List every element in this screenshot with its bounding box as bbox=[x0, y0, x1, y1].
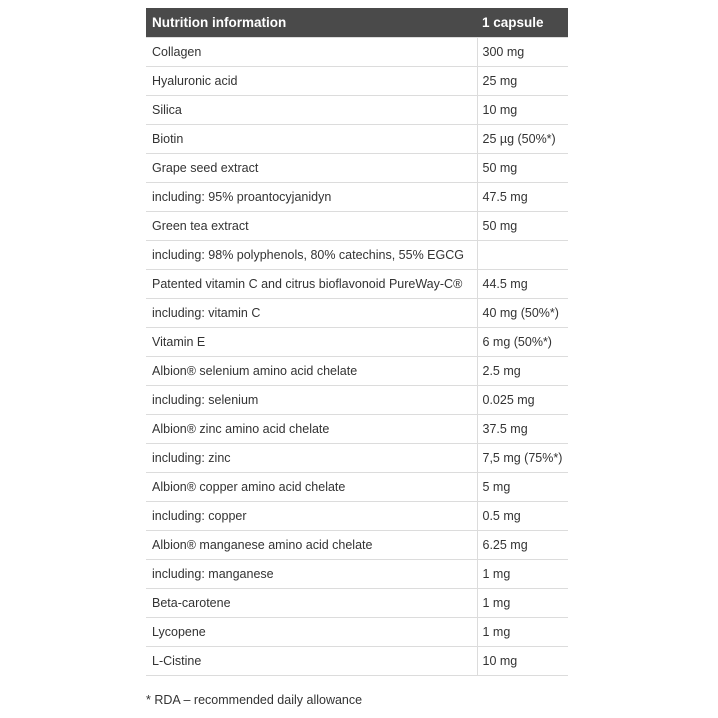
ingredient-name: Silica bbox=[146, 96, 477, 125]
ingredient-name: including: selenium bbox=[146, 386, 477, 415]
ingredient-amount: 7,5 mg (75%*) bbox=[477, 444, 568, 473]
ingredient-name: including: zinc bbox=[146, 444, 477, 473]
ingredient-name: Biotin bbox=[146, 125, 477, 154]
ingredient-amount: 1 mg bbox=[477, 618, 568, 647]
ingredient-amount: 10 mg bbox=[477, 647, 568, 676]
ingredient-amount: 40 mg (50%*) bbox=[477, 299, 568, 328]
ingredient-name: including: 98% polyphenols, 80% catechins, 55% EGCG bbox=[146, 241, 477, 270]
ingredient-name: Grape seed extract bbox=[146, 154, 477, 183]
ingredient-name: Vitamin E bbox=[146, 328, 477, 357]
table-row bbox=[146, 212, 568, 241]
ingredient-amount: 0.5 mg bbox=[477, 502, 568, 531]
ingredient-name: Patented vitamin C and citrus bioflavonoid PureWay-C® bbox=[146, 270, 477, 299]
ingredient-amount: 25 µg (50%*) bbox=[477, 125, 568, 154]
table-header bbox=[146, 8, 568, 38]
ingredient-name: Hyaluronic acid bbox=[146, 67, 477, 96]
table-row bbox=[146, 415, 568, 444]
table-row bbox=[146, 444, 568, 473]
table-row bbox=[146, 531, 568, 560]
ingredient-amount: 25 mg bbox=[477, 67, 568, 96]
nutrition-table-container bbox=[146, 8, 568, 676]
ingredient-name: Albion® copper amino acid chelate bbox=[146, 473, 477, 502]
table-row bbox=[146, 125, 568, 154]
table-row bbox=[146, 183, 568, 212]
ingredient-amount: 50 mg bbox=[477, 154, 568, 183]
table-row bbox=[146, 386, 568, 415]
ingredient-amount: 1 mg bbox=[477, 589, 568, 618]
ingredient-name: Albion® manganese amino acid chelate bbox=[146, 531, 477, 560]
ingredient-name: including: manganese bbox=[146, 560, 477, 589]
table-row bbox=[146, 38, 568, 67]
ingredient-name: Lycopene bbox=[146, 618, 477, 647]
ingredient-amount: 37.5 mg bbox=[477, 415, 568, 444]
ingredient-name: Collagen bbox=[146, 38, 477, 67]
table-row bbox=[146, 560, 568, 589]
header-row bbox=[146, 8, 568, 38]
footnote: * RDA – recommended daily allowance bbox=[146, 693, 363, 707]
ingredient-name: including: copper bbox=[146, 502, 477, 531]
table-row bbox=[146, 67, 568, 96]
ingredient-name: L-Cistine bbox=[146, 647, 477, 676]
ingredient-name: Albion® zinc amino acid chelate bbox=[146, 415, 477, 444]
header-amount: 1 capsule bbox=[477, 8, 568, 38]
table-row bbox=[146, 618, 568, 647]
ingredient-amount: 2.5 mg bbox=[477, 357, 568, 386]
ingredient-name: Albion® selenium amino acid chelate bbox=[146, 357, 477, 386]
ingredient-amount: 1 mg bbox=[477, 560, 568, 589]
table-row bbox=[146, 154, 568, 183]
ingredient-amount: 5 mg bbox=[477, 473, 568, 502]
ingredient-amount: 6 mg (50%*) bbox=[477, 328, 568, 357]
ingredient-name: Beta-carotene bbox=[146, 589, 477, 618]
ingredient-name: including: 95% proantocyjanidyn bbox=[146, 183, 477, 212]
table-row bbox=[146, 589, 568, 618]
ingredient-amount: 47.5 mg bbox=[477, 183, 568, 212]
ingredient-amount: 10 mg bbox=[477, 96, 568, 125]
table-row bbox=[146, 647, 568, 676]
table-body bbox=[146, 38, 568, 676]
table-row bbox=[146, 96, 568, 125]
table-row bbox=[146, 328, 568, 357]
ingredient-amount: 6.25 mg bbox=[477, 531, 568, 560]
nutrition-table bbox=[146, 8, 568, 676]
table-row bbox=[146, 241, 568, 270]
header-ingredient: Nutrition information bbox=[146, 8, 477, 38]
table-row bbox=[146, 270, 568, 299]
table-row bbox=[146, 299, 568, 328]
ingredient-amount: 300 mg bbox=[477, 38, 568, 67]
table-row bbox=[146, 473, 568, 502]
ingredient-amount bbox=[477, 241, 568, 270]
table-row bbox=[146, 502, 568, 531]
ingredient-name: Green tea extract bbox=[146, 212, 477, 241]
table-row bbox=[146, 357, 568, 386]
ingredient-amount: 44.5 mg bbox=[477, 270, 568, 299]
ingredient-name: including: vitamin C bbox=[146, 299, 477, 328]
ingredient-amount: 50 mg bbox=[477, 212, 568, 241]
ingredient-amount: 0.025 mg bbox=[477, 386, 568, 415]
